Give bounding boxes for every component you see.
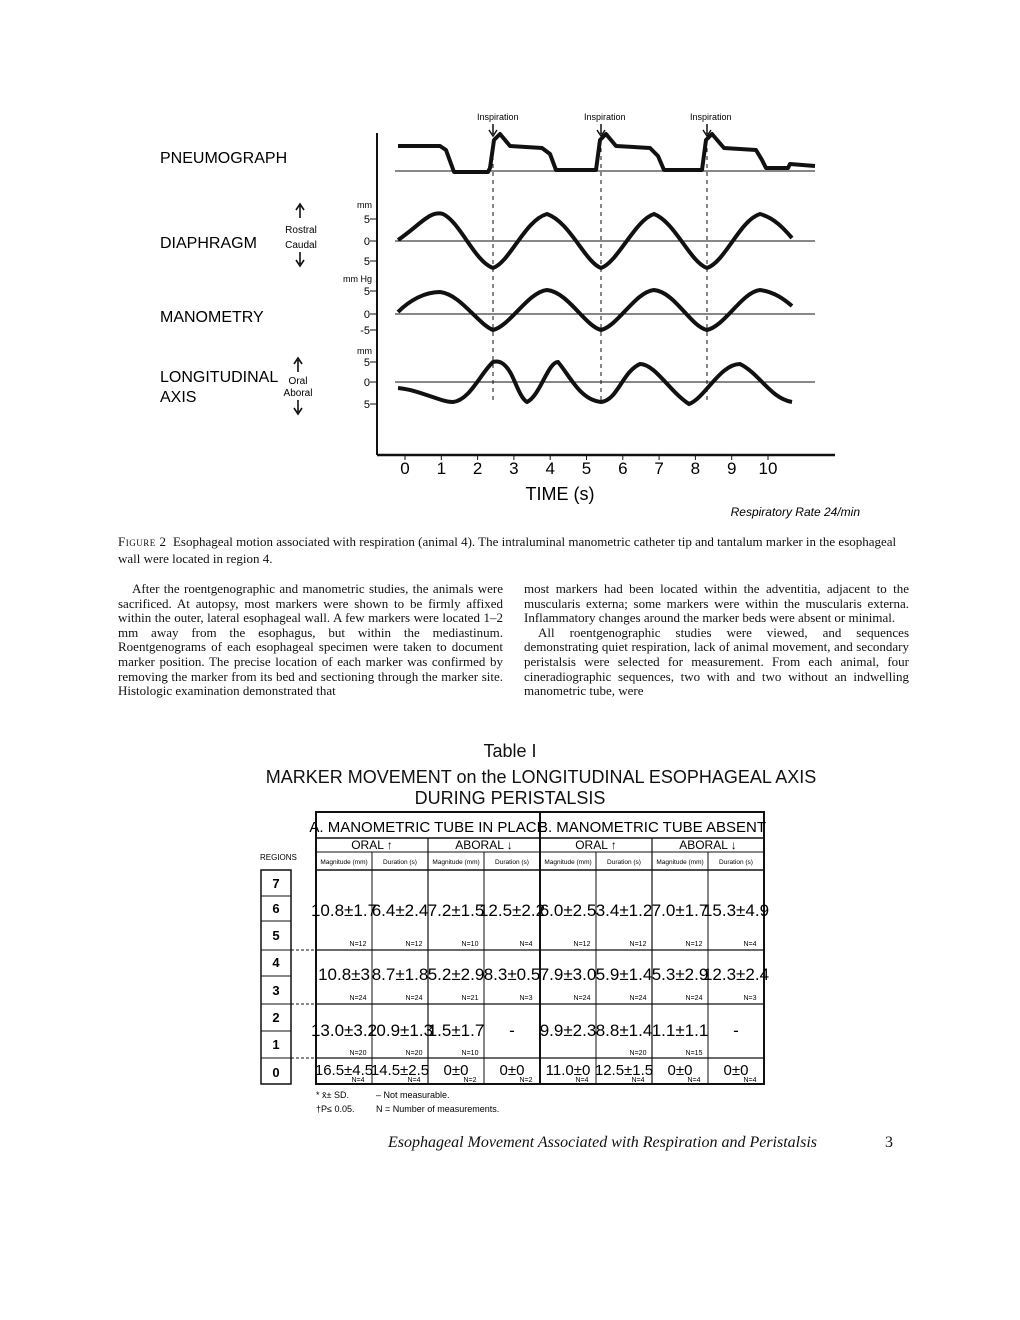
table-cell-value: 0±0 (667, 1062, 693, 1079)
table-cell-n: N=4 (351, 1077, 365, 1084)
duration-header: Duration (s) (719, 859, 753, 866)
page-number: 3 (885, 1134, 893, 1151)
inspiration-label: Inspiration (584, 112, 626, 122)
table-cell-value: 7.2±1.5 (427, 901, 485, 920)
region-number: 6 (272, 901, 280, 916)
up-arrow-icon (296, 204, 304, 218)
rostral-label: Rostral (285, 225, 317, 236)
table-cell-value: 6.4±2.4 (371, 901, 429, 920)
table-cell-value: 5.3±2.9 (651, 965, 709, 984)
time-tick-label: 0 (400, 459, 410, 478)
time-tick-label: 6 (618, 459, 628, 478)
time-tick-label: 9 (726, 459, 737, 478)
running-title: Esophageal Movement Associated with Respiration and Peristalsis (388, 1134, 817, 1151)
table-cell-value: 16.5±4.5 (314, 1062, 374, 1079)
time-tick-label: 2 (472, 459, 483, 478)
oral-label: Oral (288, 376, 308, 387)
table-cell-value: 10.8±3 (318, 965, 370, 984)
table-cell-value: - (733, 1021, 739, 1040)
longitudinal-tick: 5 (363, 399, 370, 411)
note-p: †P≤ 0.05. (316, 1104, 355, 1114)
longitudinal-label: LONGITUDINAL (160, 369, 279, 386)
magnitude-header: Magnitude (mm) (320, 859, 368, 866)
time-tick-label: 10 (758, 459, 778, 478)
table-cell-value: 5.9±1.4 (595, 965, 653, 984)
note-n: N = Number of measurements. (376, 1104, 500, 1114)
table-cell-value: 12.3±2.4 (702, 965, 770, 984)
table-cell-n: N=4 (519, 941, 533, 948)
table-cell-value: 10.9±1.3 (366, 1021, 434, 1040)
table-cell-value: 0±0 (499, 1062, 525, 1079)
table-cell-value: 7.0±1.7 (651, 901, 709, 920)
note-not-measurable: – Not measurable. (376, 1090, 450, 1100)
oral-header: ORAL ↑ (575, 838, 617, 852)
diaphragm-tick: 5 (363, 256, 370, 268)
figure-2-chart (0, 0, 1020, 530)
inspiration-label: Inspiration (477, 112, 519, 122)
diaphragm-tick: 5 (363, 214, 370, 226)
scale-unit-mm: mm (357, 200, 372, 210)
table-cell-n: N=4 (575, 1077, 589, 1084)
region-number: 3 (272, 983, 280, 998)
region-number: 1 (272, 1037, 280, 1052)
table-cell-value: 13.0±3.2 (310, 1021, 378, 1040)
table-cell-value: - (509, 1021, 515, 1040)
table-cell-n: N=4 (407, 1077, 421, 1084)
table-cell-n: N=20 (405, 1050, 423, 1057)
table-cell-n: N=3 (519, 995, 533, 1002)
inspiration-label: Inspiration (690, 112, 732, 122)
pneumograph-label: PNEUMOGRAPH (160, 150, 288, 167)
table-cell-n: N=24 (629, 995, 647, 1002)
table-cell-value: 0±0 (443, 1062, 469, 1079)
longitudinal-trace (398, 361, 792, 404)
up-arrow-icon (294, 358, 302, 372)
caption-figure-number: Figure 2 (118, 534, 167, 549)
note-sd: * x̄± SD. (316, 1090, 349, 1100)
group-a-header: A. MANOMETRIC TUBE IN PLACE (309, 819, 547, 836)
table-cell-value: 12.5±2.2 (478, 901, 546, 920)
table-cell-n: N=15 (685, 1050, 703, 1057)
manometry-tick: 0 (363, 309, 370, 321)
table-cell-value: 8.3±0.5 (483, 965, 541, 984)
table-cell-n: N=20 (629, 1050, 647, 1057)
table-cell-n: N=10 (461, 941, 479, 948)
table-cell-n: N=4 (687, 1077, 701, 1084)
table-cell-n: N=12 (685, 941, 703, 948)
duration-header: Duration (s) (607, 859, 641, 866)
table-cell-value: 5.2±2.9 (427, 965, 485, 984)
table-cell-value: 9.9±2.3 (539, 1021, 597, 1040)
regions-label: REGIONS (260, 853, 297, 862)
table-cell-value: 1.1±1.1 (651, 1021, 709, 1040)
manometry-label: MANOMETRY (160, 309, 264, 326)
diaphragm-label: DIAPHRAGM (160, 235, 257, 252)
table-cell-n: N=24 (685, 995, 703, 1002)
region-number: 2 (272, 1010, 280, 1025)
table-cell-n: N=12 (405, 941, 423, 948)
down-arrow-icon (296, 252, 304, 266)
manometry-tick: 5 (363, 286, 370, 298)
magnitude-header: Magnitude (mm) (544, 859, 592, 866)
table-cell-n: N=12 (573, 941, 591, 948)
region-number: 4 (272, 955, 280, 970)
table-cell-value: 8.8±1.4 (595, 1021, 653, 1040)
caption-text: Esophageal motion associated with respiration (animal 4). The intraluminal manometric catheter tip and tantalum marker in the esophageal wall were located in region 4. (118, 534, 897, 566)
table-cell-value: 1.5±1.7 (427, 1021, 485, 1040)
table-cell-value: 11.0±0 (545, 1062, 591, 1079)
table-cell-value: 10.8±1.7 (310, 901, 378, 920)
table-cell-value: 14.5±2.5 (370, 1062, 430, 1079)
time-tick-label: 5 (581, 459, 592, 478)
scale-unit-mmhg: mm Hg (343, 274, 372, 284)
time-tick-label: 8 (690, 459, 701, 478)
manometry-trace (398, 290, 792, 330)
manometry-tick: -5 (360, 325, 370, 337)
table-cell-n: N=4 (743, 941, 757, 948)
time-tick-label: 4 (545, 459, 555, 478)
inspiration-arrow-icon (489, 124, 497, 136)
magnitude-header: Magnitude (mm) (432, 859, 480, 866)
region-number: 0 (272, 1065, 280, 1080)
table-cell-value: 0±0 (723, 1062, 749, 1079)
pneumograph-trace (398, 134, 815, 172)
region-number: 5 (272, 928, 280, 943)
table-cell-value: 15.3±4.9 (702, 901, 770, 920)
caudal-label: Caudal (285, 240, 317, 251)
table-cell-value: 8.7±1.8 (371, 965, 429, 984)
table-title-line-2: DURING PERISTALSIS (414, 788, 606, 808)
time-tick-label: 7 (654, 459, 664, 478)
table-cell-n: N=24 (405, 995, 423, 1002)
figure-caption (118, 533, 908, 567)
aboral-label: Aboral (283, 388, 313, 399)
body-paragraph: most markers had been located within the adventitia, adjacent to the muscularis externa; some markers were within the muscularis externa. Inflammatory changes around the marker beds were absent or minimal. (524, 581, 909, 626)
table-label: Table I (483, 741, 537, 761)
body-column-right (524, 582, 909, 699)
group-b-header: B. MANOMETRIC TUBE ABSENT (537, 819, 767, 836)
body-paragraph: After the roentgenographic and manometric studies, the animals were sacrificed. At autopsy, most markers were shown to be firmly affixed within the outer, lateral esophageal wall. A few markers were located 1–2 mm away from the esophagus, but within the mediastinum. Roentgenograms of each esophageal specimen were taken to document marker position. The precise location of each marker was confirmed by removing the marker from its bed and sectioning through the marker site. Histologic examination demonstrated that (118, 581, 503, 699)
table-cell-n: N=10 (461, 1050, 479, 1057)
duration-header: Duration (s) (383, 859, 417, 866)
axis-label: AXIS (160, 389, 197, 406)
body-paragraph: All roentgenographic studies were viewed, and sequences demonstrating quiet respiration, lack of animal movement, and secondary peristalsis were selected for measurement. From each animal, four cineradiographic sequences, two with and two without an indwelling manometric tube, were (524, 624, 909, 699)
table-cell-n: N=24 (349, 995, 367, 1002)
table-cell-value: 12.5±1.5 (594, 1062, 654, 1079)
table-cell-n: N=2 (463, 1077, 477, 1084)
scale-unit-mm: mm (357, 346, 372, 356)
table-cell-value: 7.9±3.0 (539, 965, 597, 984)
table-cell-value: 3.4±1.2 (595, 901, 653, 920)
longitudinal-tick: 0 (363, 377, 370, 389)
table-cell-n: N=4 (631, 1077, 645, 1084)
table-cell-n: N=12 (349, 941, 367, 948)
oral-header: ORAL ↑ (351, 838, 393, 852)
diaphragm-tick: 0 (363, 236, 370, 248)
region-number: 7 (272, 876, 280, 891)
table-cell-n: N=24 (573, 995, 591, 1002)
body-column-left (118, 582, 503, 699)
table-frame (316, 812, 767, 1084)
table-cell-n: N=4 (743, 1077, 757, 1084)
longitudinal-tick: 5 (363, 357, 370, 369)
table-cell-n: N=12 (629, 941, 647, 948)
table-title-line-1: MARKER MOVEMENT on the LONGITUDINAL ESOPHAGEAL AXIS (265, 767, 817, 787)
time-tick-label: 1 (436, 459, 447, 478)
respiratory-rate-label: Respiratory Rate 24/min (730, 505, 860, 519)
magnitude-header: Magnitude (mm) (656, 859, 704, 866)
aboral-header: ABORAL ↓ (455, 838, 513, 852)
table-cell-n: N=20 (349, 1050, 367, 1057)
time-tick-label: 3 (509, 459, 519, 478)
table-cell-value: 6.0±2.5 (539, 901, 597, 920)
down-arrow-icon (294, 400, 302, 414)
aboral-header: ABORAL ↓ (679, 838, 737, 852)
table-cell-n: N=2 (519, 1077, 533, 1084)
table-cell-n: N=21 (461, 995, 479, 1002)
time-axis-label: TIME (s) (525, 484, 595, 504)
duration-header: Duration (s) (495, 859, 529, 866)
table-cell-n: N=3 (743, 995, 757, 1002)
